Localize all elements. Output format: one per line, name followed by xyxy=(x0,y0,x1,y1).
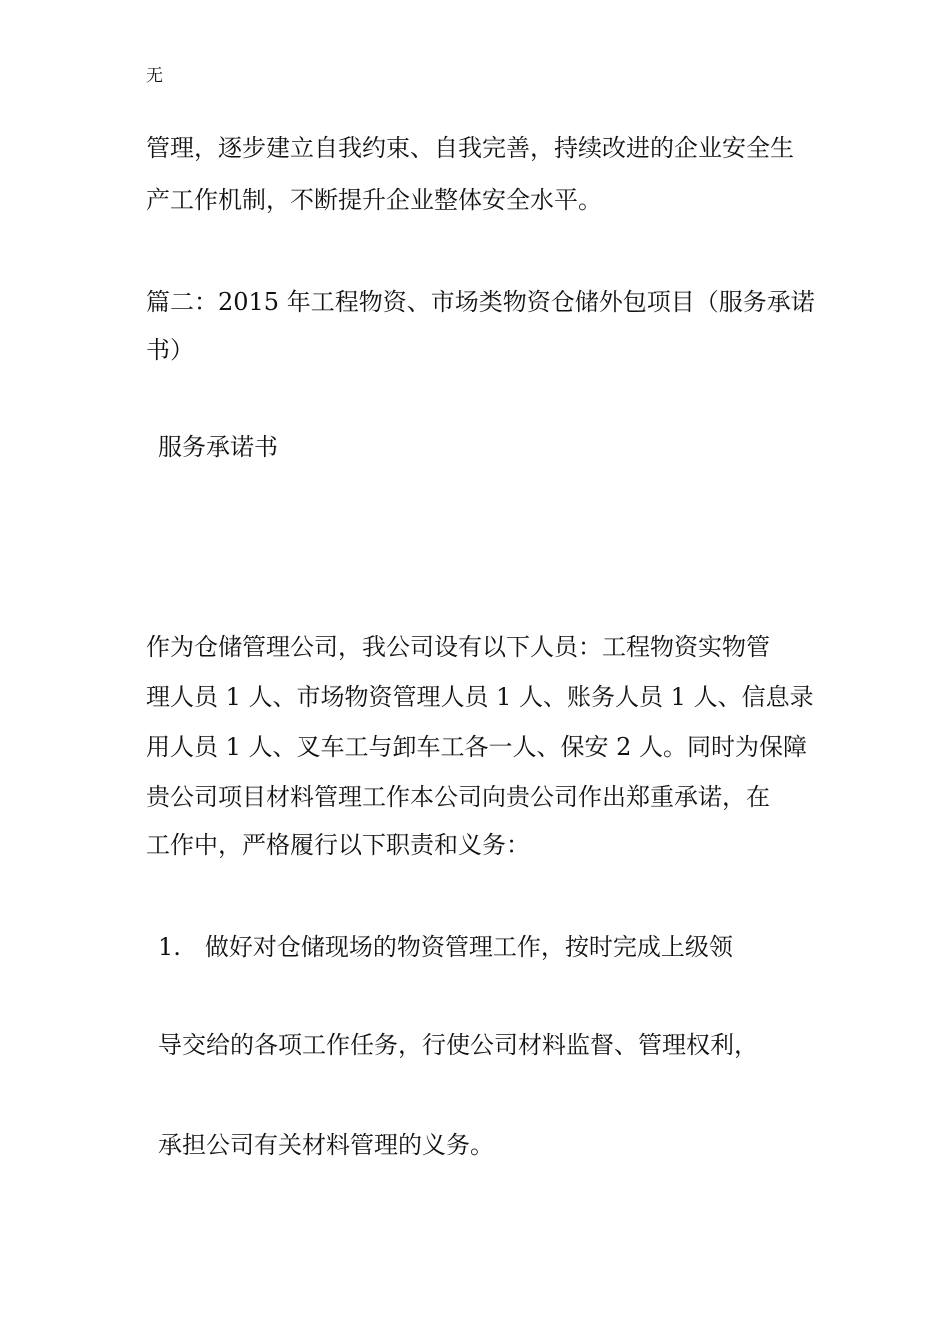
document-title: 服务承诺书 xyxy=(158,433,278,461)
paragraph-2-line-1: 作为仓储管理公司，我公司设有以下人员：工程物资实物管 xyxy=(146,633,770,661)
paragraph-2-line-5: 工作中，严格履行以下职责和义务： xyxy=(146,831,530,859)
paragraph-2-line-4: 贵公司项目材料管理工作本公司向贵公司作出郑重承诺，在 xyxy=(146,783,770,811)
page-header: 无 xyxy=(146,66,163,86)
paragraph-1-line-1: 管理，逐步建立自我约束、自我完善，持续改进的企业安全生 xyxy=(146,134,794,162)
paragraph-2-line-2: 理人员 1 人、市场物资管理人员 1 人、账务人员 1 人、信息录 xyxy=(146,683,814,711)
paragraph-1-line-2: 产工作机制，不断提升企业整体安全水平。 xyxy=(146,186,602,214)
list-item-1-line-2: 导交给的各项工作任务，行使公司材料监督、管理权利， xyxy=(158,1031,758,1059)
section-heading-line-2: 书） xyxy=(146,336,194,364)
paragraph-2-line-3: 用人员 1 人、叉车工与卸车工各一人、保安 2 人。同时为保障 xyxy=(146,733,808,761)
list-item-1-line-3: 承担公司有关材料管理的义务。 xyxy=(158,1131,494,1159)
section-heading-line-1: 篇二：2015 年工程物资、市场类物资仓储外包项目（服务承诺 xyxy=(146,288,815,316)
list-item-1-line-1: 1. 做好对仓储现场的物资管理工作，按时完成上级领 xyxy=(158,933,733,961)
